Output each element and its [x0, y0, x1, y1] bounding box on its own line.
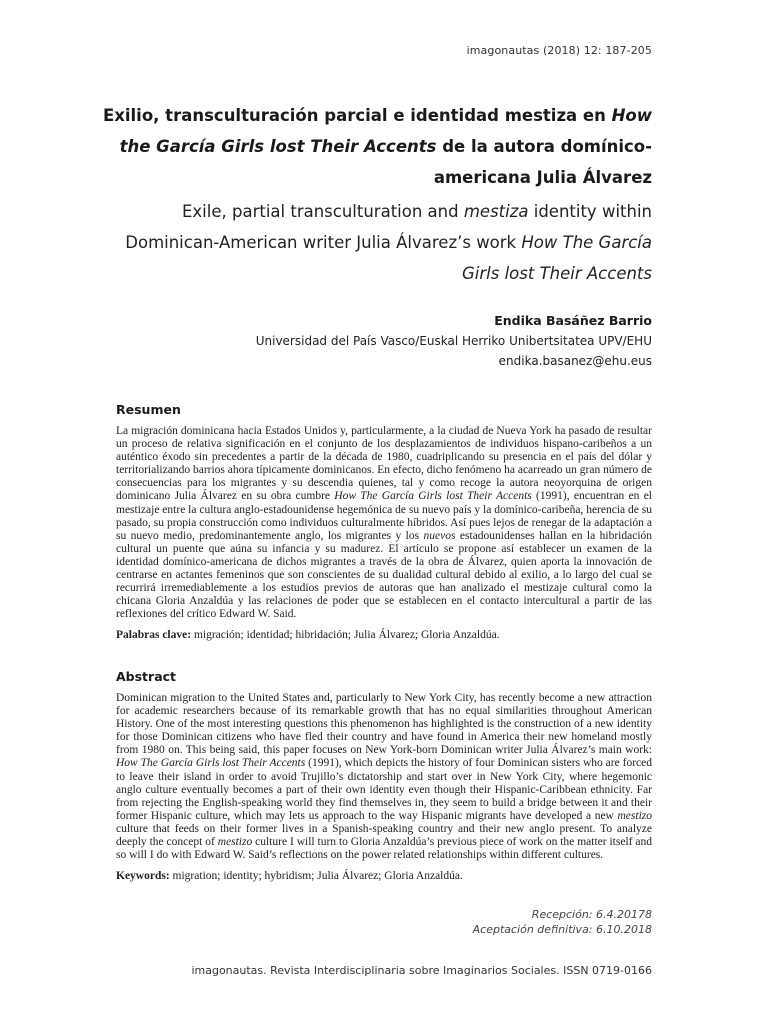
- footer: imagonautas. Revista Interdisciplinaria sobre Imaginarios Sociales. ISSN 0719-0166: [191, 964, 652, 977]
- author-name: Endika Basáñez Barrio: [494, 313, 652, 328]
- abstract-heading: Abstract: [116, 669, 177, 684]
- author-block: [256, 311, 652, 371]
- abstract-keywords: [116, 870, 652, 883]
- resumen-keywords-label: Palabras clave:: [116, 629, 192, 642]
- title-spanish: Exilio, transculturación parcial e identidad mestiza en How the García Girls lost Their Accents de la autora domínico-americana Julia Álvarez: [102, 106, 652, 187]
- title-block: [92, 100, 652, 289]
- abstract-body: Dominican migration to the United States and, particularly to New York City, has recently become a new attraction for academic researchers because of its remarkable growth that has no equal similarities throughout American History. One of the most interesting questions this phenomenon has highlighted is the construction of a new identity for those Dominican citizens who have fled their country and have found in America their new homeland mostly from 1980 on. This being said, this paper focuses on New York-born Dominican writer Julia Álvarez’s main work: How The García Girls lost Their Accents (1991), which depicts the history of four Dominican sisters who are forced to leave their island in order to avoid Trujillo’s dictatorship and start over in New York City, where hegemonic anglo culture eventually becomes a part of their own identity even though their Hispanic-Caribbean ethnicity. Far from rejecting the English-speaking world they find themselves in, they seem to build a bridge between it and their former Hispanic culture, which may lets us approach to the way Hispanic migrants have developed a new mestizo culture that feeds on their former lives in a Spanish-speaking country and their new anglo present. To analyze deeply the concept of mestizo culture I will turn to Gloria Anzaldúa’s previous piece of work on the matter itself and so will I do with Edward W. Said’s reflections on the power related relationships within different cultures.: [116, 692, 652, 862]
- author-email[interactable]: endika.basanez@ehu.eus: [498, 354, 652, 368]
- running-head: imagonautas (2018) 12: 187-205: [466, 44, 652, 57]
- received-date: Recepción: 6.4.20178: [531, 908, 652, 921]
- dates-block: [473, 907, 652, 937]
- resumen-heading: Resumen: [116, 402, 181, 417]
- title-english: Exile, partial transculturation and mestiza identity within Dominican-American writer Julia Álvarez’s work How The García Girls lost Their Accents: [125, 202, 652, 283]
- abstract-keywords-label: Keywords:: [116, 870, 170, 883]
- resumen-section: [116, 402, 652, 643]
- accepted-date: Aceptación definitiva: 6.10.2018: [472, 923, 652, 936]
- resumen-keywords-list: migración; identidad; hibridación; Julia Álvarez; Gloria Anzaldúa.: [191, 629, 500, 642]
- author-affiliation: Universidad del País Vasco/Euskal Herriko Unibertsitatea UPV/EHU: [255, 334, 652, 348]
- abstract-keywords-list: migration; identity; hybridism; Julia Álvarez; Gloria Anzaldúa.: [169, 870, 463, 883]
- abstract-section: [116, 669, 652, 883]
- resumen-keywords: [116, 629, 652, 642]
- resumen-body: La migración dominicana hacia Estados Unidos y, particularmente, a la ciudad de Nueva York ha pasado de resultar un proceso de relativa significación en el conjunto de los desplazamientos de individuos hispano-caribeños a un auténtico éxodo sin precedentes a partir de la década de 1980, cuadriplicando su presencia en el país del dólar y territorializando barrios ahora típicamente dominicanos. En efecto, dicho fenómeno ha acarreado un gran número de consecuencias para los migrantes y su descendia quienes, tal y como recoge la autora neoyorquina de origen dominicano Julia Álvarez en su obra cumbre How The García Girls lost Their Accents (1991), encuentran en el mestizaje entre la cultura anglo-estadounidense hegemónica de su nuevo país y la domínico-caribeña, herencia de su pasado, su propia construcción como individuos culturalmente híbridos. Así pues lejos de renegar de la adaptación a su nuevo medio, predominantemente anglo, los migrantes y los nuevos estadounidenses hallan en la hibridación cultural un puente que aúna su infancia y su madurez. El artículo se propone así establecer un examen de la identidad domínico-americana de dichos migrantes a través de la obra de Álvarez, quien aporta la innovación de centrarse en actantes femeninos que son conscientes de su dualidad cultural debido al exilio, a lo largo del cual se recurrirá irremediablemente a los estudios previos de autoras que han analizado el mestizaje cultural como la chicana Gloria Anzaldúa y las relaciones de poder que se establecen en el contacto intercultural a partir de las reflexiones del crítico Edward W. Said.: [116, 425, 653, 621]
